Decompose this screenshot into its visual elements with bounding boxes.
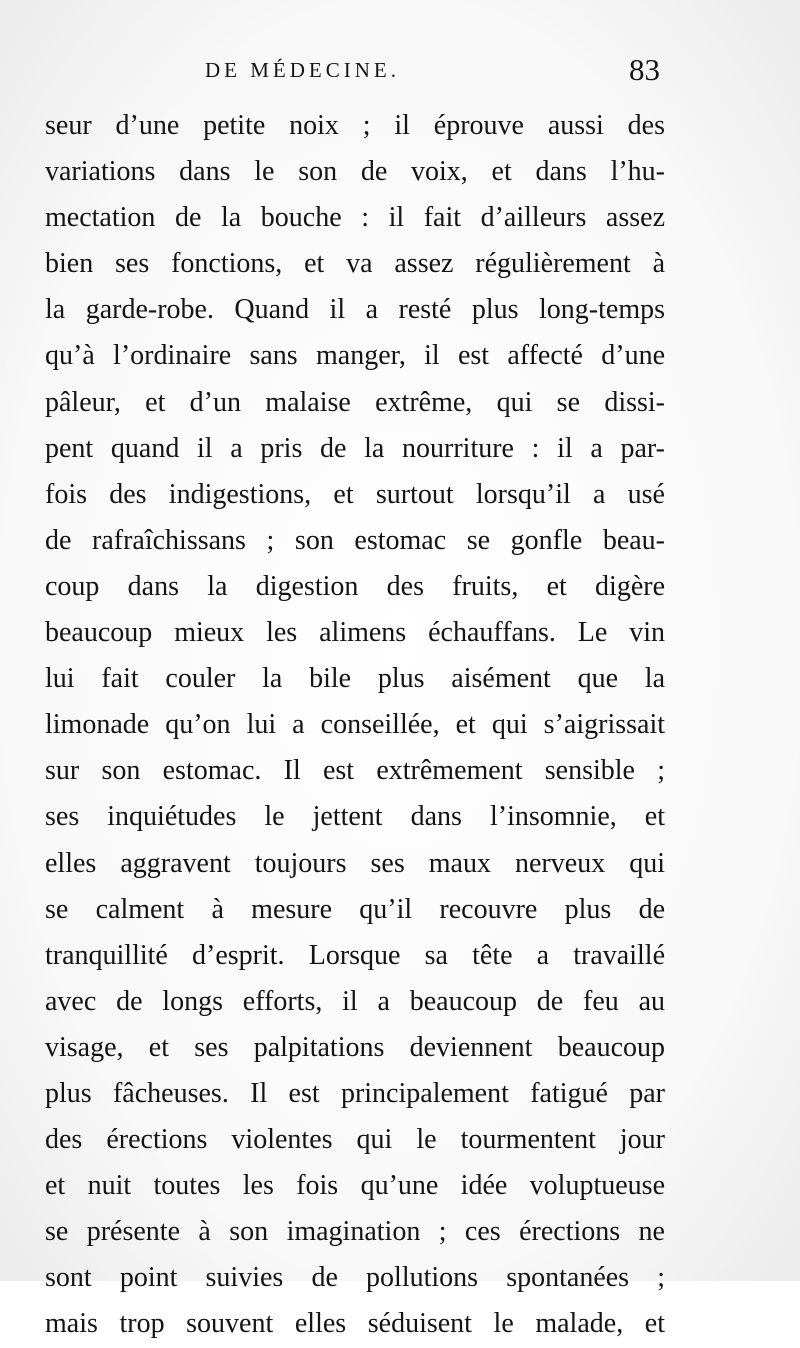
text-line: pent quand il a pris de la nourriture : il a par- — [45, 432, 665, 464]
text-line: sont point suivies de pollutions spontanées ; — [45, 1262, 665, 1294]
text-line: plus fâcheuses. Il est principalement fatigué par — [45, 1077, 665, 1109]
text-line: de rafraîchissans ; son estomac se gonfle beau- — [45, 524, 665, 556]
page-number: 83 — [629, 52, 660, 87]
text-line: se présente à son imagination ; ces érections ne — [45, 1216, 665, 1248]
text-line: elles aggravent toujours ses maux nerveux qui — [45, 847, 665, 879]
text-line: fois des indigestions, et surtout lorsqu’il a usé — [45, 478, 665, 510]
text-line: qu’à l’ordinaire sans manger, il est affecté d’une — [45, 340, 665, 372]
text-line: limonade qu’on lui a conseillée, et qui s’aigrissait — [45, 709, 665, 741]
text-line: bien ses fonctions, et va assez régulièrement à — [45, 248, 665, 280]
text-line: tranquillité d’esprit. Lorsque sa tête a travaillé — [45, 939, 665, 971]
text-line: pâleur, et d’un malaise extrême, qui se dissi- — [45, 386, 665, 418]
text-line: seur d’une petite noix ; il éprouve aussi des — [45, 110, 665, 141]
text-line: et nuit toutes les fois qu’une idée voluptueuse — [45, 1170, 665, 1202]
text-line: ses inquiétudes le jettent dans l’insomnie, et — [45, 801, 665, 833]
text-line: sur son estomac. Il est extrêmement sensible ; — [45, 755, 665, 787]
text-line: se calment à mesure qu’il recouvre plus de — [45, 893, 665, 925]
page-header — [0, 52, 800, 98]
text-line: la garde-robe. Quand il a resté plus long-temps — [45, 294, 665, 326]
text-line: visage, et ses palpitations deviennent beaucoup — [45, 1031, 665, 1063]
text-line: variations dans le son de voix, et dans l’hu- — [45, 156, 665, 188]
body-text — [45, 103, 665, 1348]
text-line: des érections violentes qui le tourmentent jour — [45, 1124, 665, 1156]
text-line: beaucoup mieux les alimens échauffans. Le vin — [45, 617, 665, 649]
text-line: avec de longs efforts, il a beaucoup de feu au — [45, 985, 665, 1017]
text-line: mectation de la bouche : il fait d’ailleurs assez — [45, 202, 665, 234]
text-line: lui fait couler la bile plus aisément que la — [45, 663, 665, 695]
text-line: mais trop souvent elles séduisent le malade, et — [45, 1308, 665, 1340]
text-line: coup dans la digestion des fruits, et digère — [45, 570, 665, 602]
running-head: DE MÉDECINE. — [205, 58, 400, 82]
